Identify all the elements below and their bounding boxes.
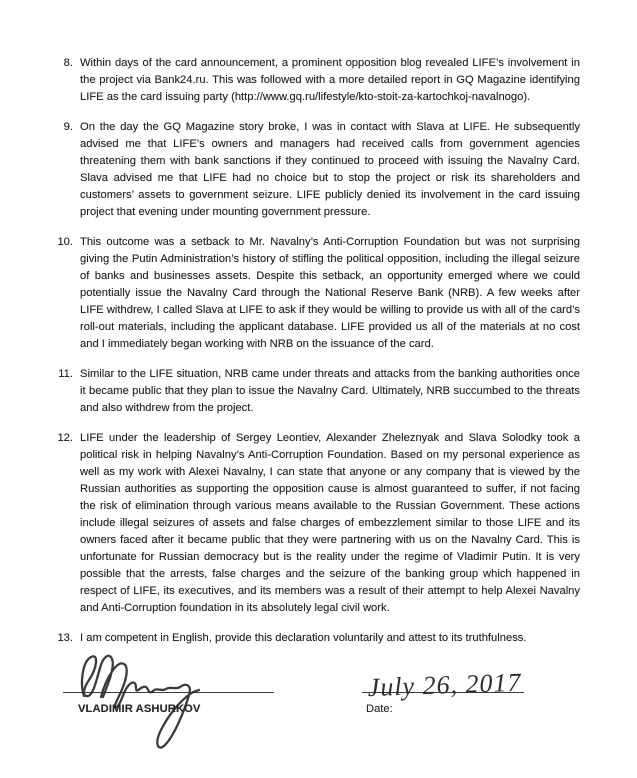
- declaration-paragraph-13: [56, 630, 580, 647]
- date-label: Date:: [366, 703, 393, 715]
- paragraph-number: 13.: [57, 632, 73, 644]
- paragraph-text: Similar to the LIFE situation, NRB came under threats and attacks from the banking authorities once it became public that they plan to issue the Navalny Card. Ultimately, NRB succumbed to the threats and also withdrew from the project.: [80, 368, 580, 414]
- paragraph-text: Within days of the card announcement, a prominent opposition blog revealed LIFE’s involvement in the project via Bank24.ru. This was followed with a more detailed report in GQ Magazine identifying LIFE as the card issuing party (http://www.gq.ru/lifestyle/kto-stoit-za-kartochkoj-navalnogo).: [80, 57, 580, 103]
- paragraph-number: 9.: [63, 121, 73, 133]
- declaration-paragraph-10: [56, 234, 580, 353]
- handwritten-date-text: July 26, 2017: [367, 667, 522, 703]
- paragraph-number: 8.: [63, 57, 73, 69]
- paragraph-text: LIFE under the leadership of Sergey Leontiev, Alexander Zheleznyak and Slava Solodky took a political risk in helping Navalny’s Anti-Corruption Foundation. Based on my personal experience as well as my work with Alexei Navalny, I can state that anyone or any company that is viewed by the Russian authorities as supporting the opposition cause is almost guaranteed to suffer, if not facing the risk of elimination through various means available to the Russian Government. These actions include illegal seizures of assets and false charges of embezzlement similar to those LIFE and its owners faced after it became public that they were partnering with us on the Navalny Card. This is unfortunate for Russian democracy but is the reality under the regime of Vladimir Putin. It is very possible that the arrests, false charges and the seizure of the banking group which happened in respect of LIFE, its executives, and its members was a result of their attempt to help Alexei Navalny and Anti-Corruption foundation in its absolutely legal civil work.: [80, 432, 580, 614]
- paragraph-text: On the day the GQ Magazine story broke, I was in contact with Slava at LIFE. He subsequently advised me that LIFE’s owners and managers had received calls from government agencies threatening them with bank sanctions if they continued to proceed with issuing the Navalny Card. Slava advised me that LIFE had no choice but to stop the project or risk its shareholders and customers’ assets to government seizure. LIFE publicly denied its involvement in the card issuing project that evening under mounting government pressure.: [80, 121, 580, 218]
- declaration-paragraph-9: [56, 119, 580, 221]
- declaration-paragraph-12: [56, 430, 580, 617]
- declaration-paragraph-8: [56, 55, 580, 106]
- handwritten-date: [356, 655, 556, 710]
- signatory-name: VLADIMIR ASHURKOV: [78, 703, 201, 715]
- paragraph-number: 10.: [57, 236, 73, 248]
- paragraph-number: 11.: [58, 368, 73, 380]
- paragraph-text: I am competent in English, provide this declaration voluntarily and attest to its truthfulness.: [80, 632, 527, 644]
- declaration-body: [56, 55, 580, 660]
- paragraph-text: This outcome was a setback to Mr. Navalny’s Anti-Corruption Foundation but was not surprising giving the Putin Administration’s history of stifling the political opposition, including the illegal seizure of banks and businesses assets. Despite this setback, an opportunity emerged where we could potentially issue the Navalny Card through the National Reserve Bank (NRB). A few weeks after LIFE withdrew, I called Slava at LIFE to ask if they would be willing to provide us with all of the card’s roll-out materials, including the applicant database. LIFE provided us all of the materials at no cost and I immediately began working with NRB on the issuance of the card.: [80, 236, 580, 350]
- declaration-paragraph-11: [56, 366, 580, 417]
- paragraph-number: 12.: [57, 432, 73, 444]
